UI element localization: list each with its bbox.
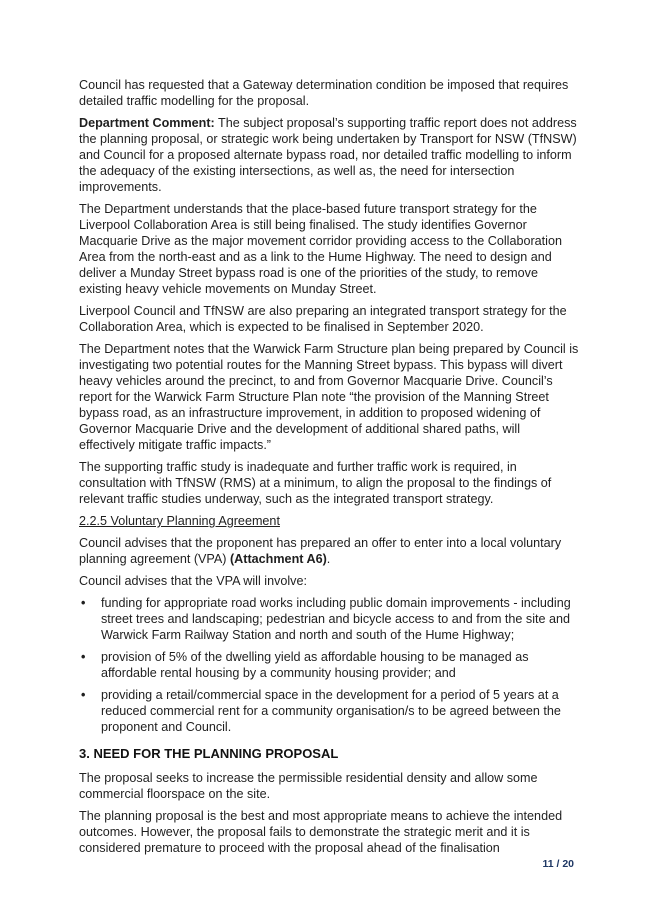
list-item <box>79 649 579 681</box>
paragraph-vpa-involve: Council advises that the VPA will involve: <box>79 574 307 588</box>
page-number: 11 / 20 <box>542 858 574 870</box>
department-comment-label: Department Comment: <box>79 116 215 130</box>
attachment-reference: (Attachment A6) <box>229 552 327 566</box>
paragraph-vpa-intro <box>79 535 579 567</box>
bullet-icon: • <box>81 688 86 702</box>
vpa-intro-end: . <box>326 552 331 566</box>
paragraph-structure-plan: The Department notes that the Warwick Farm Structure plan being prepared by Council is investigating two potential routes for the Manning Street bypass. This bypass will divert heavy vehicles around the precinct, to and from Governor Macquarie Drive. Council’s report for the Warwick Farm Structure Plan note “the provision of the Manning Street bypass road, as an infrastructure improvement, in addition to proposed widening of Governor Macquarie Drive and the development of additional shared paths, will effectively mitigate traffic impacts.” <box>79 342 579 452</box>
section-3-heading: 3. NEED FOR THE PLANNING PROPOSAL <box>79 746 339 761</box>
paragraph-transport-strategy: The Department understands that the place-based future transport strategy for the Liverpool Collaboration Area is still being finalised. The study identifies Governor Macquarie Drive as the major movement corridor providing access to the Collaboration Area from the north-east and as a link to the Hume Highway. The need to design and deliver a Munday Street bypass road is one of the priorities of the study, to remove existing heavy vehicle movements on Munday Street. <box>79 202 562 296</box>
list-item <box>79 687 579 735</box>
paragraph-gateway-request: Council has requested that a Gateway determination condition be imposed that requires detailed traffic modelling for the proposal. <box>79 78 569 108</box>
paragraph-integrated-strategy: Liverpool Council and TfNSW are also preparing an integrated transport strategy for the Collaboration Area, which is expected to be finalised in September 2020. <box>79 304 567 334</box>
paragraph-proposal-seeks: The proposal seeks to increase the permissible residential density and allow some commercial floorspace on the site. <box>79 771 538 801</box>
list-item-text: providing a retail/commercial space in the development for a period of 5 years at a reduced commercial rent for a community organisation/s to be agreed between the proponent and Council. <box>101 688 561 734</box>
document-page <box>79 77 579 862</box>
list-item <box>79 595 579 643</box>
bullet-icon: • <box>81 596 86 610</box>
list-item-text: provision of 5% of the dwelling yield as affordable housing to be managed as affordable rental housing by a community housing provider; and <box>101 650 529 680</box>
vpa-bullet-list <box>79 595 579 735</box>
paragraph-traffic-study: The supporting traffic study is inadequate and further traffic work is required, in consultation with TfNSW (RMS) at a minimum, to align the proposal to the findings of relevant traffic studies underway, such as the integrated transport strategy. <box>79 460 552 506</box>
bullet-icon: • <box>81 650 86 664</box>
list-item-text: funding for appropriate road works including public domain improvements - including street trees and landscaping; pedestrian and bicycle access to and from the site and Warwick Farm Railway Station and north and south of the Hume Highway; <box>101 596 571 642</box>
paragraph-best-means: The planning proposal is the best and most appropriate means to achieve the intended outcomes. However, the proposal fails to demonstrate the strategic merit and it is considered premature to proceed with the proposal ahead of the finalisation <box>79 809 563 855</box>
vpa-intro-text: Council advises that the proponent has prepared an offer to enter into a local voluntary planning agreement (VPA) <box>79 536 562 566</box>
paragraph-department-comment <box>79 115 579 195</box>
vpa-heading: 2.2.5 Voluntary Planning Agreement <box>79 514 280 528</box>
department-comment-text: The subject proposal’s supporting traffic report does not address the planning proposal, or strategic work being undertaken by Transport for NSW (TfNSW) and Council for a proposed alternate bypass road, nor detailed traffic modelling to inform the adequacy of the existing intersections, as well as, the need for intersection improvements. <box>79 116 577 194</box>
